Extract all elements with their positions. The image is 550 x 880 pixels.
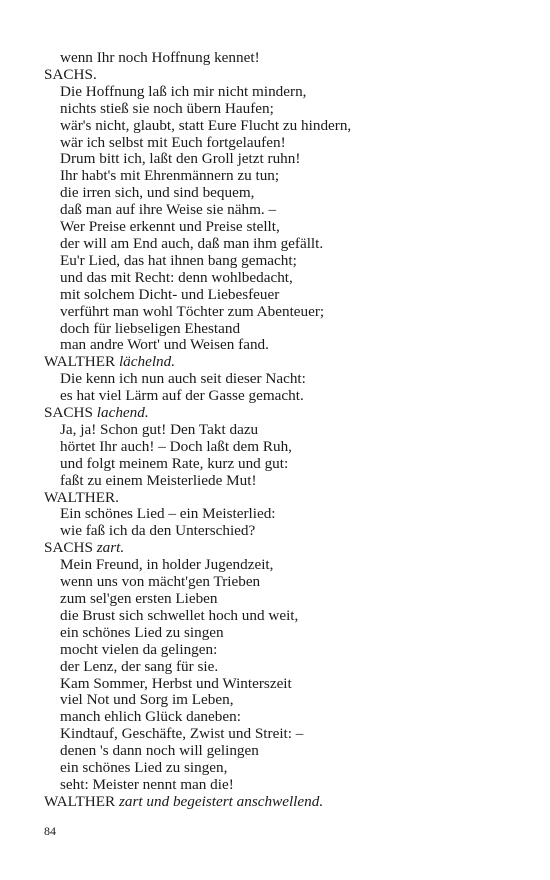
verse-line: Kindtauf, Geschäfte, Zwist und Streit: – bbox=[60, 725, 304, 743]
verse-line: wär ich selbst mit Euch fortgelaufen! bbox=[60, 133, 286, 151]
speaker-name: WALTHER bbox=[44, 353, 116, 371]
verse-line: die irren sich, und sind bequem, bbox=[60, 184, 255, 202]
verse-line: nichts stieß sie noch übern Haufen; bbox=[60, 99, 274, 117]
verse-line: Mein Freund, in holder Jugendzeit, bbox=[60, 556, 274, 574]
speaker-heading bbox=[44, 794, 514, 811]
verse-line: Die Hoffnung laß ich mir nicht mindern, bbox=[60, 82, 307, 100]
verse-line: mit solchem Dicht- und Liebesfeuer bbox=[60, 285, 280, 303]
verse-line: wenn uns von mächt'gen Trieben bbox=[60, 573, 261, 591]
speaker-name: SACHS. bbox=[44, 65, 97, 83]
verse-line: die Brust sich schwellet hoch und weit, bbox=[60, 606, 299, 624]
verse-line: denen 's dann noch will gelingen bbox=[60, 742, 259, 760]
verse-line: der Lenz, der sang für sie. bbox=[60, 657, 219, 675]
speaker-heading bbox=[44, 405, 514, 422]
verse-line: zum sel'gen ersten Lieben bbox=[60, 590, 218, 607]
speaker-heading bbox=[44, 67, 514, 84]
verse-line: Ja, ja! Schon gut! Den Takt dazu bbox=[60, 420, 259, 438]
speaker-heading bbox=[44, 354, 514, 371]
stage-direction: lächelnd. bbox=[118, 353, 176, 371]
verse-line: verführt man wohl Töchter zum Abenteuer; bbox=[60, 302, 325, 320]
verse-line: Drum bitt ich, laßt den Groll jetzt ruhn! bbox=[60, 150, 301, 168]
verse-line: Kam Sommer, Herbst und Winterszeit bbox=[60, 674, 292, 692]
speaker-name: WALTHER bbox=[44, 792, 116, 810]
verse-line: manch ehlich Glück daneben: bbox=[60, 708, 241, 726]
verse-line: daß man auf ihre Weise sie nähm. – bbox=[60, 201, 277, 219]
verse-line: hörtet Ihr auch! – Doch laßt dem Ruh, bbox=[60, 437, 292, 455]
stage-direction: zart und begeistert anschwellend. bbox=[118, 792, 324, 810]
verse-line: der will am End auch, daß man ihm gefällt. bbox=[60, 234, 324, 252]
verse-line: ein schönes Lied zu singen, bbox=[60, 759, 228, 777]
speaker-heading bbox=[44, 540, 514, 557]
verse-line: viel Not und Sorg im Leben, bbox=[60, 691, 234, 709]
verse-line: Die kenn ich nun auch seit dieser Nacht: bbox=[60, 370, 306, 388]
speaker-name: SACHS bbox=[44, 539, 93, 557]
verse-line: ein schönes Lied zu singen bbox=[60, 623, 224, 641]
verse-line: Ein schönes Lied – ein Meisterlied: bbox=[60, 505, 276, 523]
speaker-heading bbox=[44, 490, 514, 507]
verse-line: Wer Preise erkennt und Preise stellt, bbox=[60, 218, 280, 236]
verse-line: faßt zu einem Meisterliede Mut! bbox=[60, 471, 257, 489]
verse-line: wär's nicht, glaubt, statt Eure Flucht zu hindern, bbox=[60, 116, 352, 134]
speaker-name: WALTHER. bbox=[44, 488, 119, 506]
verse-line: mocht vielen da gelingen: bbox=[60, 640, 218, 658]
page-number: 84 bbox=[44, 824, 56, 838]
verse-line: doch für liebseligen Ehestand bbox=[60, 319, 241, 337]
stage-direction: lachend. bbox=[96, 404, 149, 422]
verse-line: es hat viel Lärm auf der Gasse gemacht. bbox=[60, 387, 304, 405]
verse-line: Ihr habt's mit Ehrenmännern zu tun; bbox=[60, 167, 280, 185]
verse-line: und das mit Recht: denn wohlbedacht, bbox=[60, 268, 293, 286]
verse-line: wenn Ihr noch Hoffnung kennet! bbox=[60, 49, 260, 66]
verse-line: wie faß ich da den Unterschied? bbox=[60, 522, 256, 540]
verse-line: man andre Wort' und Weisen fand. bbox=[60, 336, 269, 354]
stage-direction: zart. bbox=[96, 539, 125, 557]
verse-line: seht: Meister nennt man die! bbox=[60, 775, 234, 793]
verse-line: Eu'r Lied, das hat ihnen bang gemacht; bbox=[60, 251, 297, 269]
libretto-text bbox=[44, 50, 514, 811]
verse-line: und folgt meinem Rate, kurz und gut: bbox=[60, 454, 289, 472]
speaker-name: SACHS bbox=[44, 404, 93, 422]
